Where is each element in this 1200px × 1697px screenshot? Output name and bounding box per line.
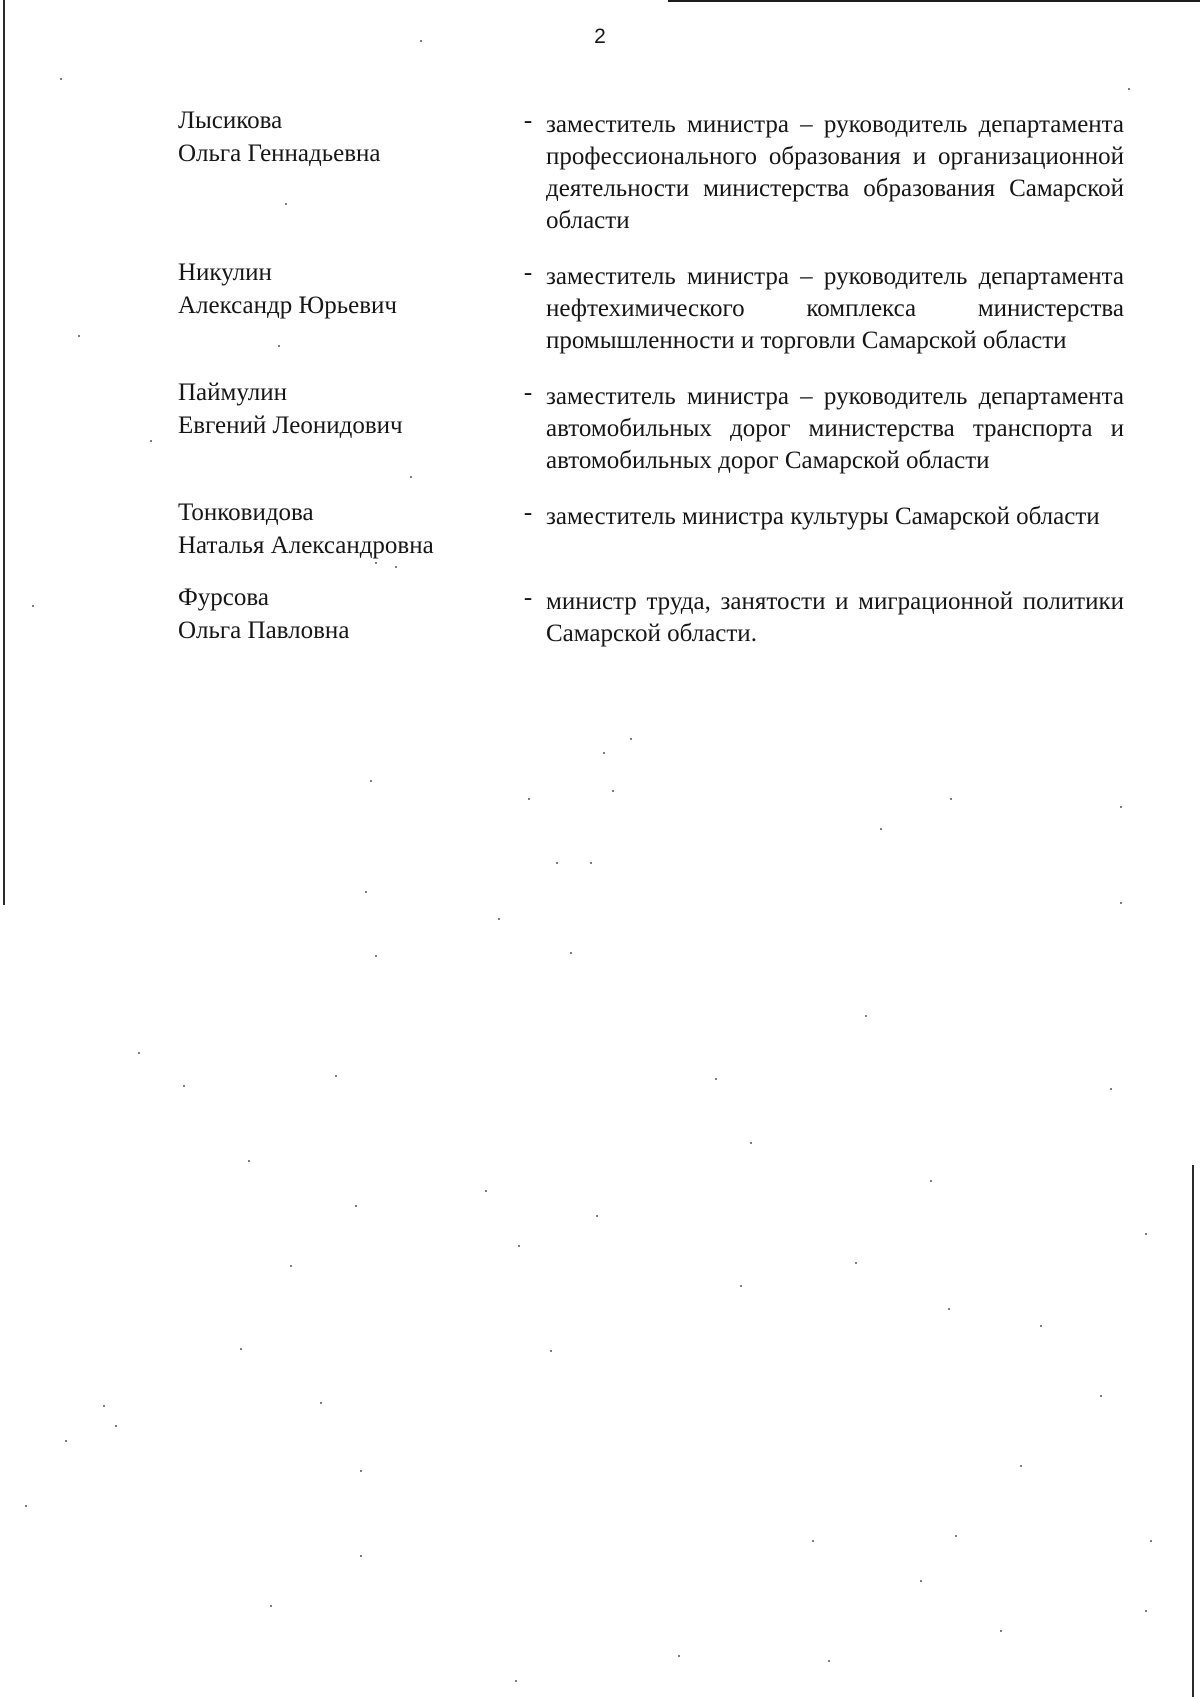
member-dash: - [523, 107, 533, 134]
member-row [178, 496, 1124, 562]
scan-speck [290, 1265, 292, 1267]
member-name [178, 581, 510, 647]
member-name [178, 104, 510, 170]
scan-speck [485, 1190, 487, 1192]
scan-speck [1040, 1325, 1042, 1327]
scan-speck [32, 605, 34, 607]
scan-speck [285, 203, 287, 205]
scan-speck [930, 1180, 932, 1182]
scan-speck [420, 40, 422, 42]
scan-speck [920, 1580, 922, 1582]
scan-speck [715, 1078, 717, 1080]
scan-speck [570, 952, 572, 954]
scan-speck [880, 828, 882, 830]
scan-speck [78, 335, 80, 337]
member-name [178, 496, 510, 562]
member-surname: Тонковидова [178, 499, 314, 526]
member-given-names: Евгений Леонидович [178, 412, 403, 439]
scan-speck [270, 1605, 272, 1607]
scan-speck [590, 862, 592, 864]
scan-speck [550, 1350, 552, 1352]
scan-speck [25, 1505, 27, 1507]
member-row [178, 104, 1124, 237]
scan-edge-left [3, 0, 5, 905]
scan-speck [375, 955, 377, 957]
scan-speck [1120, 902, 1122, 904]
scan-speck [596, 1215, 598, 1217]
member-dash: - [523, 379, 533, 406]
scan-speck [395, 566, 397, 568]
member-position: заместитель министра – руководитель департамента нефтехимического комплекса министерства промышленности и торговли Самарской области [546, 263, 1124, 354]
scan-speck [1110, 1088, 1112, 1090]
member-name [178, 256, 510, 322]
member-surname: Никулин [178, 259, 272, 286]
scan-speck [630, 738, 632, 740]
scan-speck [1145, 1233, 1147, 1235]
scan-speck [518, 1245, 520, 1247]
scan-speck [948, 1308, 950, 1310]
member-row [178, 256, 1124, 357]
scan-speck [278, 345, 280, 347]
member-list [178, 104, 1124, 669]
scan-speck [65, 1440, 67, 1442]
scan-speck [515, 1680, 517, 1682]
member-dash: - [523, 499, 533, 526]
scan-speck [335, 1075, 337, 1077]
member-position: заместитель министра культуры Самарской области [546, 503, 1100, 530]
scan-speck [740, 1285, 742, 1287]
member-surname: Фурсова [178, 584, 269, 611]
member-position: министр труда, занятости и миграционной политики Самарской области. [546, 588, 1124, 647]
scan-speck [1145, 1610, 1147, 1612]
scan-speck [138, 1052, 140, 1054]
member-dash: - [523, 584, 533, 611]
scan-speck [556, 862, 558, 864]
scan-speck [360, 1555, 362, 1557]
member-position: заместитель министра – руководитель департамента профессионального образования и организационной деятельности министерства образования Самарской области [546, 111, 1124, 234]
scan-speck [603, 752, 605, 754]
member-given-names: Наталья Александровна [178, 532, 434, 559]
member-given-names: Ольга Павловна [178, 617, 350, 644]
scan-speck [950, 798, 952, 800]
scan-speck [183, 1085, 185, 1087]
member-given-names: Александр Юрьевич [178, 292, 397, 319]
scan-edge-right [1192, 1165, 1194, 1697]
scan-speck [855, 1262, 857, 1264]
scan-speck [1000, 1630, 1002, 1632]
scan-speck [60, 78, 62, 80]
scan-speck [1128, 88, 1130, 90]
member-row [178, 581, 1124, 650]
scan-speck [320, 1402, 322, 1404]
scan-speck [248, 1160, 250, 1162]
scan-edge-top [668, 0, 1200, 2]
scan-speck [410, 476, 412, 478]
scan-speck [1100, 1395, 1102, 1397]
scan-speck [955, 1535, 957, 1537]
scan-speck [1020, 1465, 1022, 1467]
member-dash: - [523, 259, 533, 286]
scan-speck [678, 1655, 680, 1657]
member-position: заместитель министра – руководитель департамента автомобильных дорог министерства транспорта и автомобильных дорог Самарской области [546, 383, 1124, 474]
scan-speck [1120, 806, 1122, 808]
scan-speck [865, 1015, 867, 1017]
scan-speck [150, 440, 152, 442]
scan-speck [1150, 1540, 1152, 1542]
scan-speck [528, 798, 530, 800]
member-surname: Лысикова [178, 107, 283, 134]
scan-speck [750, 1142, 752, 1144]
scan-speck [612, 790, 614, 792]
scan-speck [365, 891, 367, 893]
member-given-names: Ольга Геннадьевна [178, 140, 381, 167]
scan-speck [375, 562, 377, 564]
scan-speck [355, 1205, 357, 1207]
scan-speck [498, 918, 500, 920]
scan-speck [240, 1348, 242, 1350]
member-name [178, 376, 510, 442]
member-row [178, 376, 1124, 477]
scan-speck [828, 1660, 830, 1662]
scan-speck [103, 1405, 105, 1407]
member-surname: Паймулин [178, 379, 287, 406]
scan-speck [370, 780, 372, 782]
scan-speck [812, 1540, 814, 1542]
scan-speck [115, 1425, 117, 1427]
page-number: 2 [594, 25, 606, 48]
scan-speck [360, 1470, 362, 1472]
